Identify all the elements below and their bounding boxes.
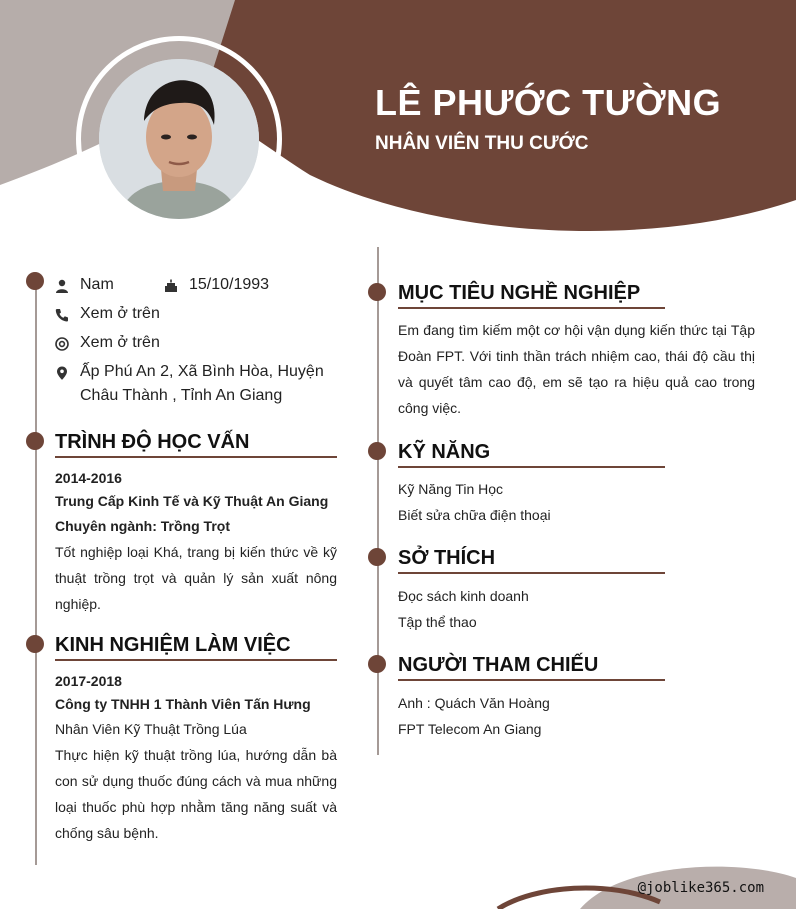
right-timeline bbox=[377, 247, 379, 755]
watermark: @joblike365.com bbox=[637, 880, 764, 896]
experience-description: Thực hiện kỹ thuật trồng lúa, hướng dẫn bà con sử dụng thuốc đúng cách và mua những loại thuốc phù hợp nhằm tăng năng suất và chống sâu bệnh. bbox=[55, 747, 337, 841]
experience-dot bbox=[26, 635, 44, 653]
experience-heading: KINH NGHIỆM LÀM VIỆC bbox=[55, 634, 337, 661]
skill-item: Biết sửa chữa điện thoại bbox=[398, 507, 551, 523]
contact-birthday: 15/10/1993 bbox=[164, 276, 269, 297]
reference-item: Anh : Quách Văn Hoàng bbox=[398, 695, 550, 711]
education-school: Trung Cấp Kinh Tế và Kỹ Thuật An Giang bbox=[55, 493, 329, 509]
contact-email: Xem ở trên bbox=[55, 334, 160, 355]
skills-heading: KỸ NĂNG bbox=[398, 441, 665, 468]
hobby-item: Tập thể thao bbox=[398, 614, 477, 630]
contact-gender: Nam bbox=[55, 276, 114, 297]
contact-dot bbox=[26, 272, 44, 290]
avatar bbox=[99, 59, 259, 219]
location-pin-icon bbox=[55, 366, 69, 380]
cake-icon bbox=[164, 279, 178, 293]
contact-address: Ấp Phú An 2, Xã Bình Hòa, Huyện Châu Thành , Tỉnh An Giang bbox=[55, 363, 325, 408]
education-description: Tốt nghiệp loại Khá, trang bị kiến thức về kỹ thuật trồng trọt và quản lý sản xuất nông nghiệp. bbox=[55, 544, 337, 612]
education-major: Chuyên ngành: Trồng Trọt bbox=[55, 518, 230, 534]
objective-heading: MỤC TIÊU NGHỀ NGHIỆP bbox=[398, 282, 665, 309]
objective-text: Em đang tìm kiếm một cơ hội vận dụng kiến thức tại Tập Đoàn FPT. Với tinh thần trách nhiệm cao, thái độ cầu thị và quyết tâm cao độ, em sẽ tạo ra hiệu quả cao trong công việc. bbox=[398, 322, 755, 416]
phone-icon bbox=[55, 308, 69, 322]
experience-position: Nhân Viên Kỹ Thuật Trồng Lúa bbox=[55, 721, 247, 737]
left-timeline bbox=[35, 285, 37, 865]
references-dot bbox=[368, 655, 386, 673]
education-period: 2014-2016 bbox=[55, 470, 122, 486]
hobby-item: Đọc sách kinh doanh bbox=[398, 588, 529, 604]
skills-dot bbox=[368, 442, 386, 460]
candidate-name: LÊ PHƯỚC TƯỜNG bbox=[375, 82, 722, 123]
job-title: NHÂN VIÊN THU CƯỚC bbox=[375, 133, 589, 154]
hobbies-heading: SỞ THÍCH bbox=[398, 547, 665, 574]
experience-company: Công ty TNHH 1 Thành Viên Tấn Hưng bbox=[55, 696, 311, 712]
person-icon bbox=[55, 279, 69, 293]
at-icon bbox=[55, 337, 69, 351]
education-dot bbox=[26, 432, 44, 450]
contact-phone: Xem ở trên bbox=[55, 305, 160, 326]
education-heading: TRÌNH ĐỘ HỌC VẤN bbox=[55, 431, 337, 458]
reference-item: FPT Telecom An Giang bbox=[398, 721, 542, 737]
experience-period: 2017-2018 bbox=[55, 673, 122, 689]
skill-item: Kỹ Năng Tin Học bbox=[398, 481, 504, 497]
references-heading: NGƯỜI THAM CHIẾU bbox=[398, 654, 665, 681]
hobbies-dot bbox=[368, 548, 386, 566]
objective-dot bbox=[368, 283, 386, 301]
